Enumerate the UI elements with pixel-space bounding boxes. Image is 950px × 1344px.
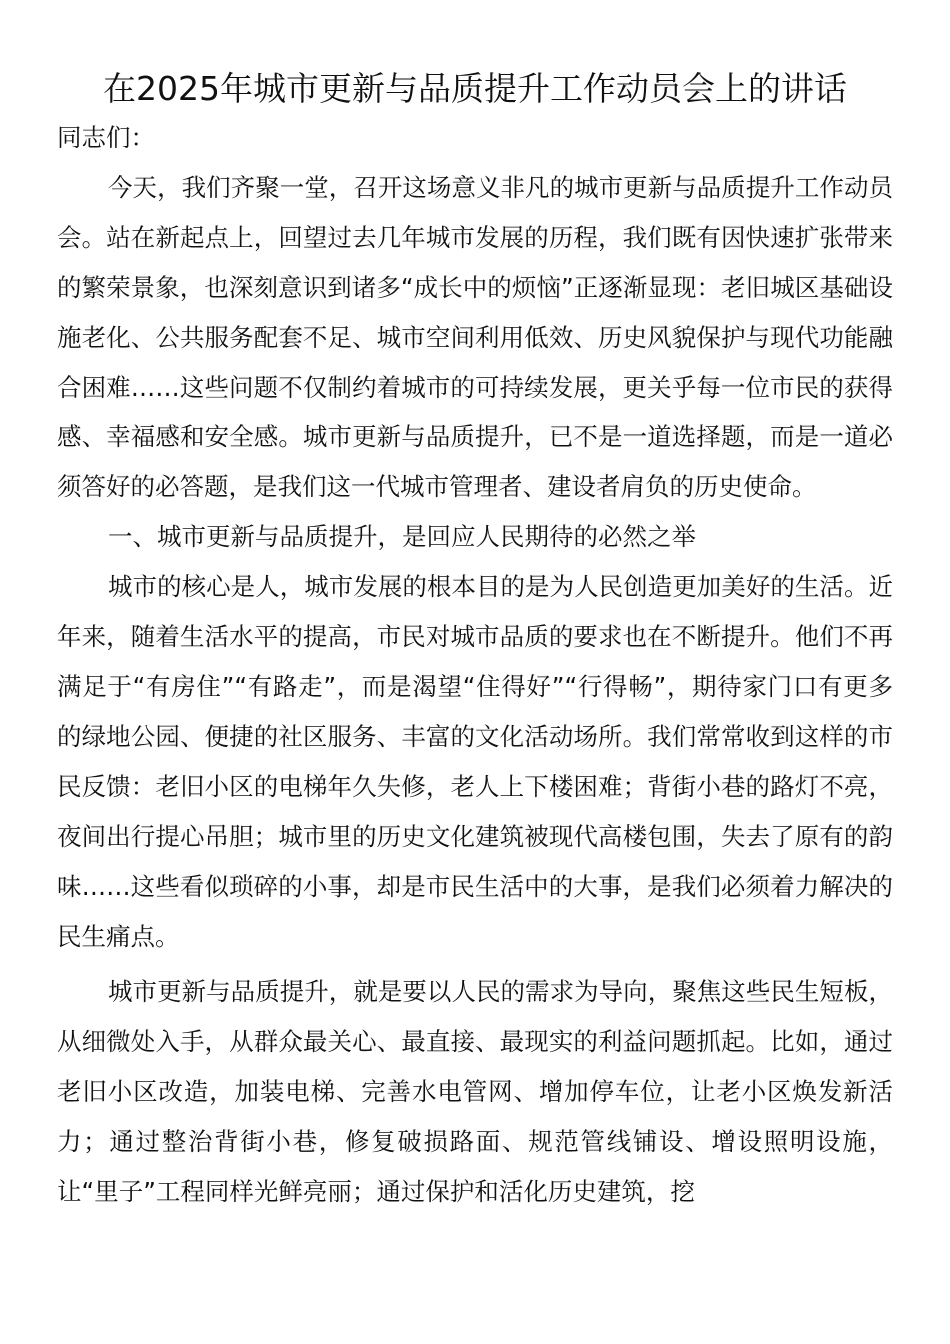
document-title: 在2025年城市更新与品质提升工作动员会上的讲话 <box>103 69 847 108</box>
document-body <box>57 113 893 1217</box>
paragraph-intro: 今天，我们齐聚一堂，召开这场意义非凡的城市更新与品质提升工作动员会。站在新起点上，回望过去几年城市发展的历程，我们既有因快速扩张带来的繁荣景象，也深刻意识到诸多“成长中的烦恼”正逐渐显现：老旧城区基础设施老化、公共服务配套不足、城市空间利用低效、历史风貌保护与现代功能融合困难……这些问题不仅制约着城市的可持续发展，更关乎每一位市民的获得感、幸福感和安全感。城市更新与品质提升，已不是一道选择题，而是一道必须答好的必答题，是我们这一代城市管理者、建设者肩负的历史使命。 <box>57 172 893 502</box>
paragraph-renewal-focus: 城市更新与品质提升，就是要以人民的需求为导向，聚焦这些民生短板，从细微处入手，从群众最关心、最直接、最现实的利益问题抓起。比如，通过老旧小区改造，加装电梯、完善水电管网、增加停车位，让老小区焕发新活力；通过整治背街小巷，修复破损路面、规范管线铺设、增设照明设施，让“里子”工程同样光鲜亮丽；通过保护和活化历史建筑，挖 <box>57 977 893 1207</box>
salutation: 同志们： <box>57 123 155 152</box>
section-heading-1: 一、城市更新与品质提升，是回应人民期待的必然之举 <box>108 522 696 552</box>
paragraph-people-core: 城市的核心是人，城市发展的根本目的是为人民创造更加美好的生活。近年来，随着生活水平的提高，市民对城市品质的要求也在不断提升。他们不再满足于“有房住”“有路走”，而是渴望“住得好”“行得畅”，期待家门口有更多的绿地公园、便捷的社区服务、丰富的文化活动场所。我们常常收到这样的市民反馈：老旧小区的电梯年久失修，老人上下楼困难；背街小巷的路灯不亮，夜间出行提心吊胆；城市里的历史文化建筑被现代高楼包围，失去了原有的韵味……这些看似琐碎的小事，却是市民生活中的大事，是我们必须着力解决的民生痛点。 <box>57 572 893 951</box>
